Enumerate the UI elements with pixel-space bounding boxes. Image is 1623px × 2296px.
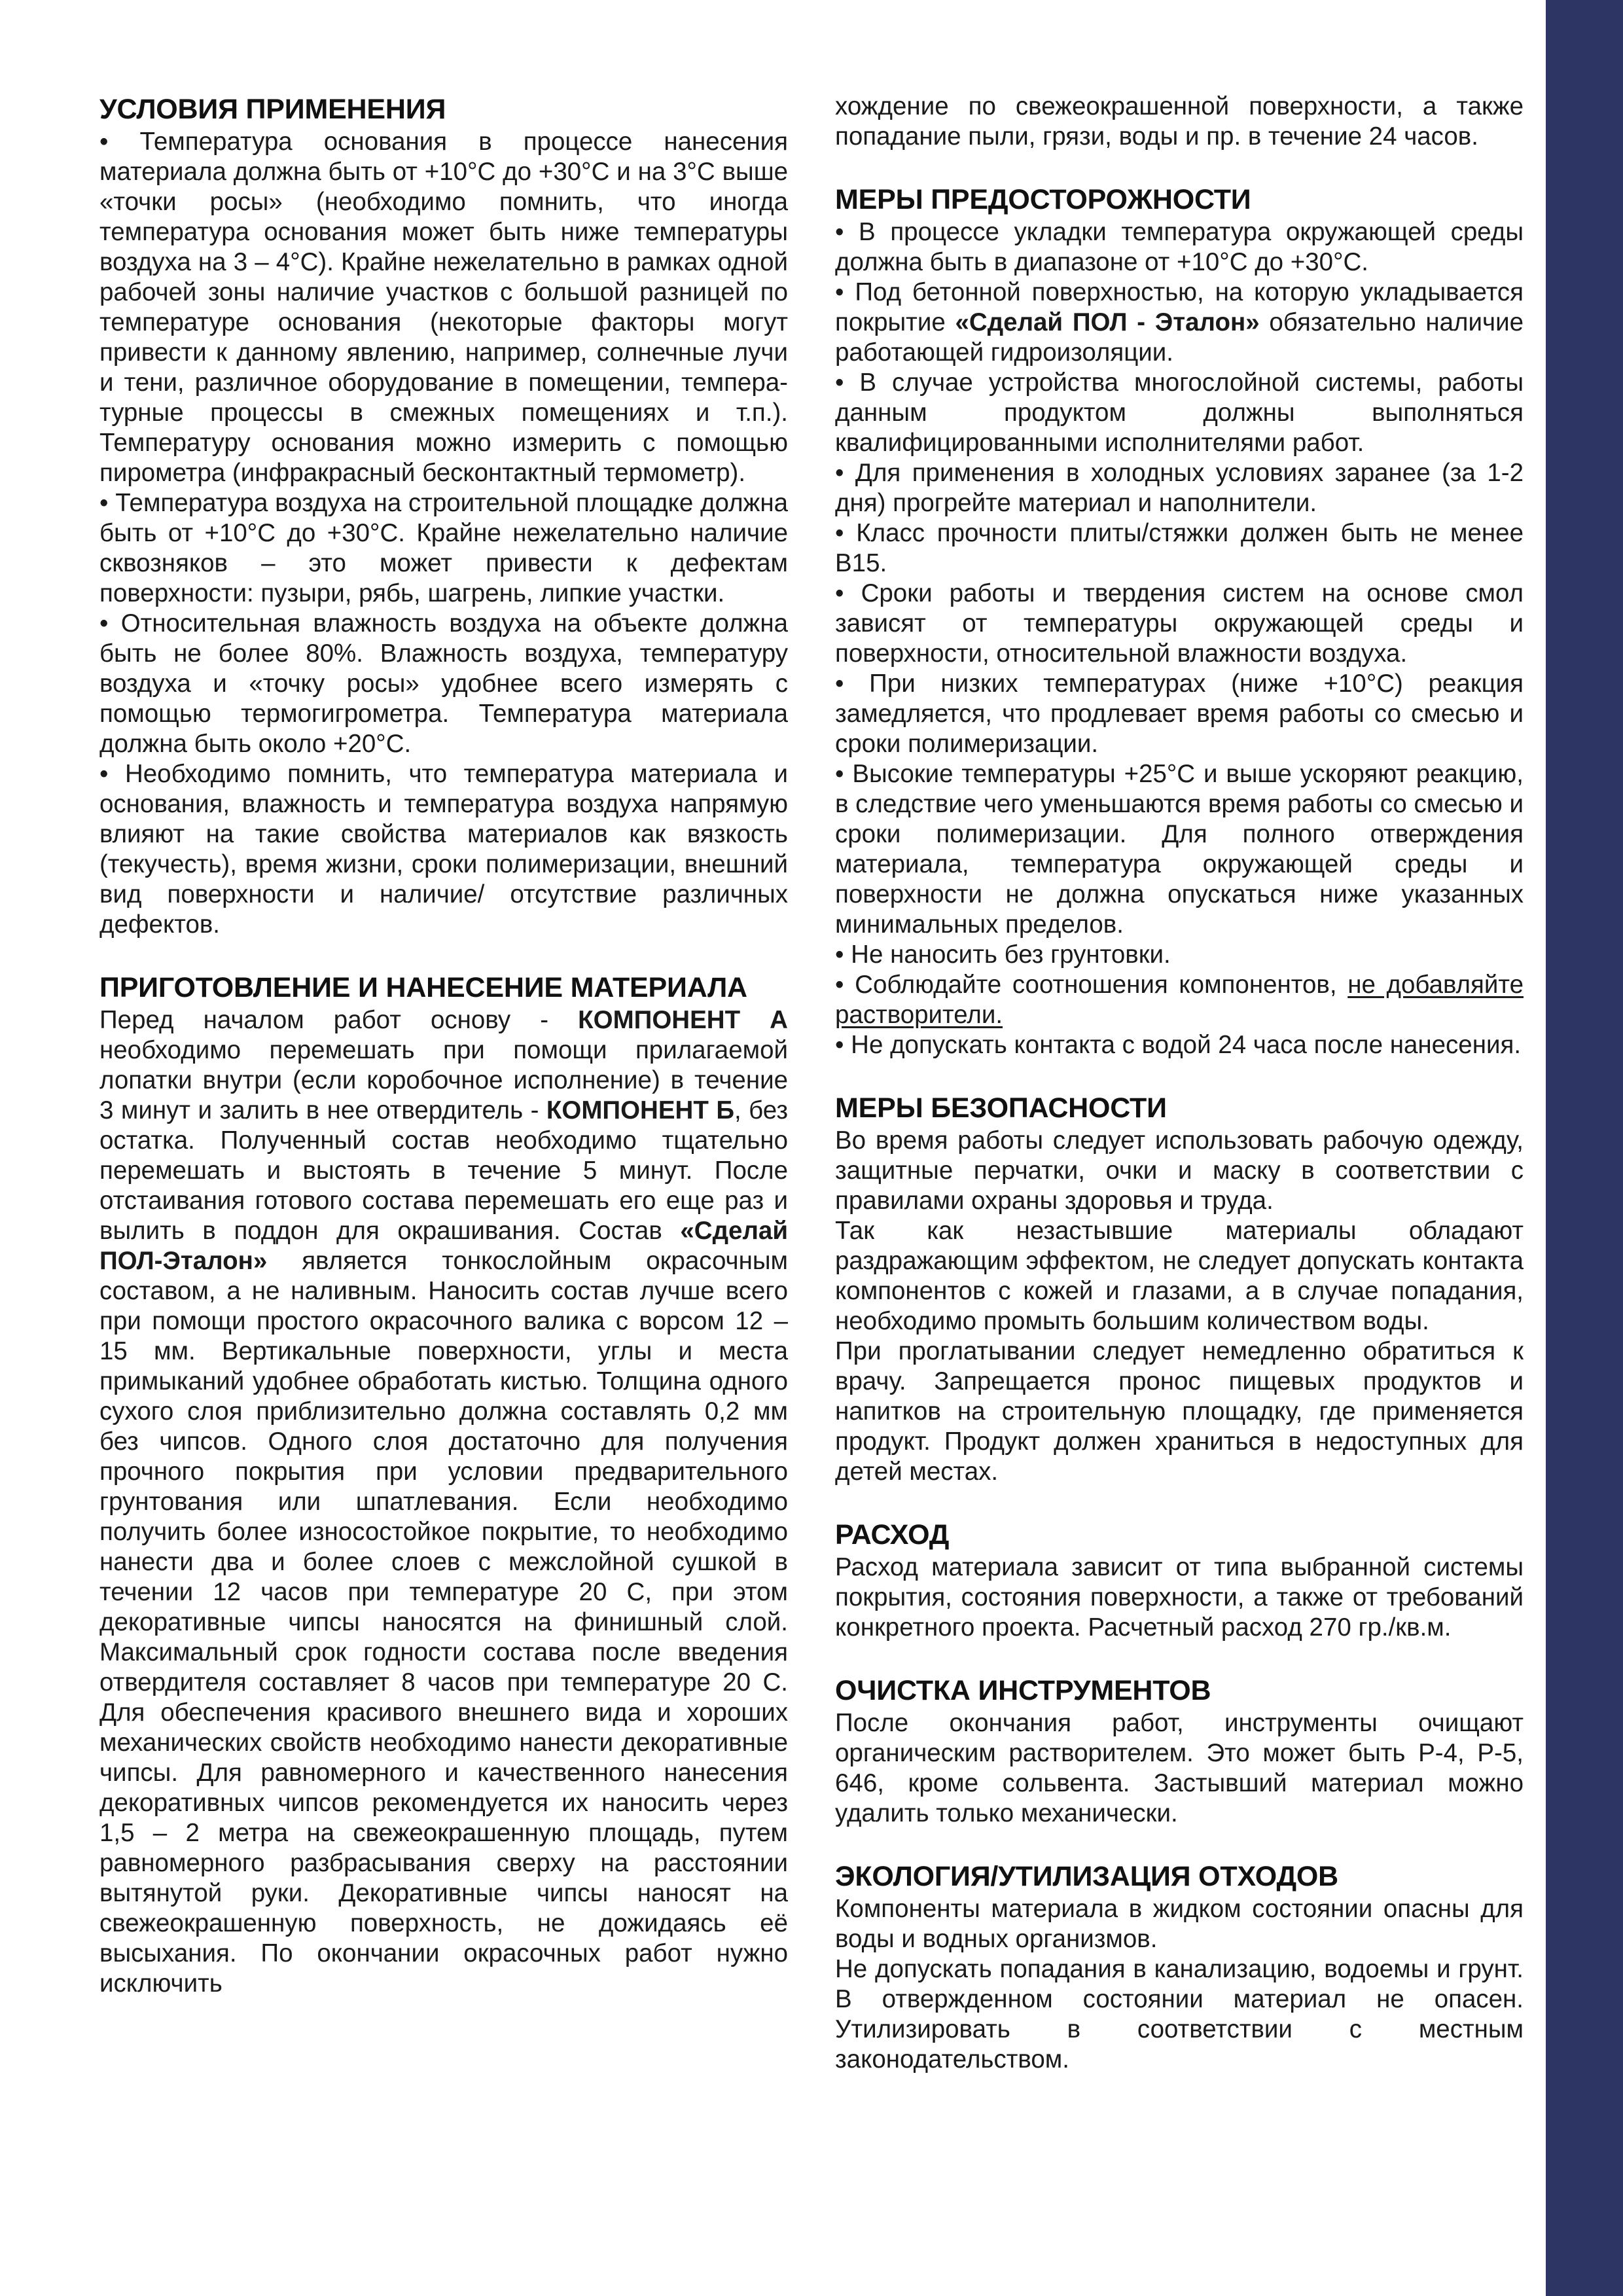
- underlined-run: не добавляйте растворители.: [835, 971, 1524, 1029]
- text-run: , без остатка. Полученный состав необходимо тщательно перемешать и выстоять в течение 5 минут. После отстаивания готового состава перемешать его еще раз и вылить в поддон для окрашивания. Состав: [99, 1096, 789, 1245]
- section-title: РАСХОД: [835, 1519, 950, 1551]
- paragraph: Во время работы следует использовать рабочую одежду, защитные перчатки, очки и маску в соответствии с правилами охраны здоровья и труда.: [835, 1126, 1524, 1215]
- paragraph: • Температура воздуха на строительной площадке должна быть от +10°С до +30°С. Крайне нежелательно наличие сквозняков – это может привести к дефектам поверхности: пузыри, рябь, шагрень, липкие участки.: [99, 489, 788, 607]
- section-safety: [835, 1090, 1524, 1487]
- paragraph: • Класс прочности плиты/стяжки должен быть не менее В15.: [835, 519, 1524, 577]
- bold-run: «Сделай ПОЛ - Эталон»: [955, 308, 1260, 336]
- paragraph: • Относительная влажность воздуха на объекте должна быть не более 80%. Влажность воздуха, температуру воздуха и «точку росы» удобнее всего измерять с помощью термогигрометра. Температура материала должна быть около +20°С.: [99, 609, 788, 758]
- paragraph: Так как незастывшие материалы обладают раздражающим эффектом, не следует допускать контакта компонентов с кожей и глазами, а в случае попадания, необходимо промыть большим количеством воды.: [835, 1217, 1524, 1335]
- paragraph: • Не допускать контакта с водой 24 часа после нанесения.: [835, 1031, 1522, 1059]
- side-color-bar: [1546, 0, 1623, 2296]
- paragraph: • При низких температурах (ниже +10°С) реакция замедляется, что продлевает время работы со смесью и сроки полимеризации.: [835, 670, 1524, 758]
- paragraph: • Необходимо помнить, что температура материала и основания, влажность и температура воздуха напрямую влияют на такие свойства материалов как вязкость (текучесть), время жизни, сроки полимеризации, внешний вид поверхности и наличие/ отсутствие различных дефектов.: [99, 760, 788, 939]
- section-title: УСЛОВИЯ ПРИМЕНЕНИЯ: [99, 94, 446, 125]
- paragraph: Компоненты материала в жидком состоянии опасны для воды и водных организмов.: [835, 1895, 1524, 1953]
- section-title: ОЧИСТКА ИНСТРУМЕНТОВ: [835, 1675, 1211, 1706]
- section-title: МЕРЫ ПРЕДОСТОРОЖНОСТИ: [835, 184, 1251, 215]
- paragraph: • Температура основания в процессе нанесения материала должна быть от +10°С до +30°С и на 3°С выше «точки росы» (необходимо помнить, что иногда температура основания может быть ниже температуры воздуха на 3 – 4°С). Крайне нежелательно в рамках одной рабочей зоны наличие участков с большой разницей по температуре основания (некоторые факторы могут привести к данному явлению, например, солнечные лучи и тени, различное оборудование в помещении, температурные процессы в смежных помещениях и т.п.). Температуру основания можно измерить с помощью пирометра (инфракрасный бесконтактный термометр).: [99, 128, 788, 487]
- right-column: [835, 92, 1524, 2105]
- section-title: МЕРЫ БЕЗОПАСНОСТИ: [835, 1092, 1167, 1124]
- section-consumption: [835, 1517, 1524, 1643]
- paragraph: • В процессе укладки температура окружающей среды должна быть в диапазоне от +10°С до +30°С.: [835, 218, 1524, 276]
- paragraph: • Сроки работы и твердения систем на основе смол зависят от температуры окружающей среды и поверхности, относительной влажности воздуха.: [835, 579, 1524, 668]
- section-ecology: [835, 1859, 1524, 2075]
- bold-run: «Сделай ПОЛ-Эталон»: [99, 1217, 788, 1275]
- paragraph: [835, 970, 1524, 1030]
- text-run: является тонкослойным окрасочным составом, а не наливным. Наносить состав лучше всего при помощи простого окрасочного валика с ворсом 12 – 15 мм. Вертикальные поверхности, углы и места примыканий удобнее обработать кистью. Толщина одного сухого слоя приблизительно должна составлять 0,2 мм без чипсов. Одного слоя достаточно для получения прочного покрытия при условии предварительного грунтования или шпатлевания. Если необходимо получить более износостойкое покрытие, то необходимо нанести два и более слоев с межслойной сушкой в течении 12 часов при температуре 20 С, при этом декоративные чипсы наносятся на финишный слой. Максимальный срок годности состава после введения отвердителя составляет 8 часов при температуре 20 С. Для обеспечения красивого внешнего вида и хороших механических свойств необходимо нанести декоративные чипсы. Для равномерного и качественного нанесения декоративных чипсов рекомендуется их наносить через 1,5 – 2 метра на свежеокрашенную площадь, путем равномерного разбрасывания сверху на расстоянии вытянутой руки. Декоративные чипсы наносят на свежеокрашенную поверхность, не дожидаясь её высыхания. По окончании окрасочных работ нужно исключить: [99, 1247, 788, 1998]
- paragraph: После окончания работ, инструменты очищают органическим растворителем. Это может быть Р-4, Р-5, 646, кроме сольвента. Застывший материал можно удалить только механически.: [835, 1709, 1524, 1827]
- left-column: [99, 92, 788, 2029]
- paragraph: • Для применения в холодных условиях заранее (за 1-2 дня) прогрейте материал и наполнители.: [835, 459, 1524, 517]
- section-preparation: [99, 970, 788, 1999]
- section-tool-cleaning: [835, 1673, 1524, 1829]
- section-usage-conditions: [99, 92, 788, 940]
- paragraph: Не допускать попадания в канализацию, водоемы и грунт. В отвержденном состоянии материал не опасен. Утилизировать в соответствии с местным законодательством.: [835, 1955, 1524, 2073]
- section-title: ЭКОЛОГИЯ/УТИЛИЗАЦИЯ ОТХОДОВ: [835, 1861, 1339, 1892]
- text-run: • Под бетонной поверхностью, на которую укладывается покрытие: [835, 278, 1524, 336]
- paragraph: • Высокие температуры +25°С и выше ускоряют реакцию, в следствие чего уменьшаются время работы со смесью и сроки полимеризации. Для полного отверждения материала, температура окружающей среды и поверхности не должна опускаться ниже указанных минимальных пределов.: [835, 760, 1524, 939]
- paragraph: хождение по свежеокрашенной поверхности, а также попадание пыли, грязи, воды и пр. в течение 24 часов.: [835, 92, 1524, 151]
- section-title: ПРИГОТОВЛЕНИЕ И НАНЕСЕНИЕ МАТЕРИАЛА: [99, 972, 747, 1003]
- paragraph: [835, 278, 1524, 368]
- paragraph: [99, 1005, 788, 1999]
- bold-run: КОМПОНЕНТ Б: [546, 1096, 734, 1124]
- section-precautions: [835, 182, 1524, 1060]
- paragraph: При проглатывании следует немедленно обратиться к врачу. Запрещается пронос пищевых продуктов и напитков на строительную площадку, где применяется продукт. Продукт должен храниться в недоступных для детей местах.: [835, 1337, 1524, 1486]
- paragraph: • В случае устройства многослойной системы, работы данным продуктом должны выполняться квалифицированными исполнителями работ.: [835, 368, 1524, 457]
- paragraph: • Не наносить без грунтовки.: [835, 941, 1171, 969]
- text-run: необходимо перемешать при помощи прилагаемой лопатки внутри (если коробочное исполнение) в течение 3 минут и залить в нее отвердитель -: [99, 1036, 788, 1124]
- text-run: Перед началом работ основу -: [99, 1006, 579, 1034]
- text-run: обязательно наличие работающей гидроизоляции.: [835, 308, 1524, 367]
- bold-run: КОМПОНЕНТ А: [578, 1006, 788, 1034]
- text-run: • Соблюдайте соотношения компонентов,: [835, 971, 1348, 999]
- section-continuation: [835, 92, 1524, 152]
- paragraph: Расход материала зависит от типа выбранной системы покрытия, состояния поверхности, а также от требований конкретного проекта. Расчетный расход 270 гр./кв.м.: [835, 1553, 1524, 1641]
